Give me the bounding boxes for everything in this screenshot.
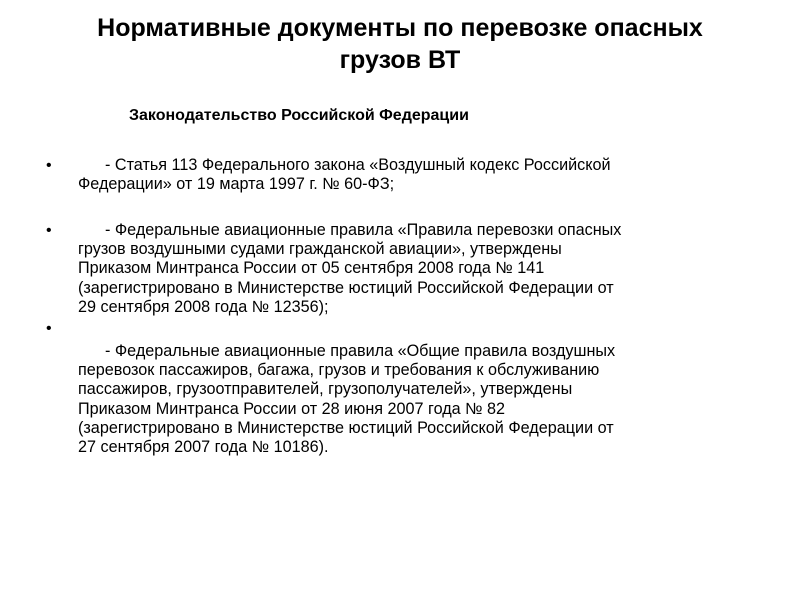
section-subtitle: Законодательство Российской Федерации [129,107,469,124]
list-item-line: 27 сентября 2007 года № 10186). [78,438,329,457]
slide-title [40,12,760,76]
list-item-line: перевозок пассажиров, багажа, грузов и требования к обслуживанию [78,361,600,380]
list-item-line: - Федеральные авиационные правила «Правила перевозки опасных [78,221,622,239]
list-item-line: пассажиров, грузоотправителей, грузополучателей», утверждены [78,380,573,399]
list-item-line: 29 сентября 2008 года № 12356); [78,297,329,316]
bullet-dot-icon: • [46,222,52,239]
list-item-line: (зарегистрировано в Министерстве юстиций Российской Федерации от [78,278,614,297]
slide-title-line-1: Нормативные документы по перевозке опасных [97,14,703,42]
list-item-line: - Статья 113 Федерального закона «Воздушный кодекс Российской [78,156,611,174]
slide-title-line-2: грузов ВТ [339,46,461,74]
list-item-line: грузов воздушными судами гражданской авиации», утверждены [78,240,562,259]
bullet-dot-icon: • [46,157,52,174]
list-item-line: Приказом Минтранса России от 05 сентября 2008 года № 141 [78,259,545,278]
list-item-line: Федерации» от 19 марта 1997 г. № 60-ФЗ; [78,175,395,194]
list-item-line: - Федеральные авиационные правила «Общие правила воздушных [78,342,616,360]
list-item [78,342,758,457]
list-item-line: (зарегистрировано в Министерстве юстиций Российской Федерации от [78,418,614,437]
list-item [78,221,758,317]
bullet-dot-icon: • [46,320,52,337]
list-item-line: Приказом Минтранса России от 28 июня 2007 года № 82 [78,399,506,418]
list-item [78,156,758,194]
